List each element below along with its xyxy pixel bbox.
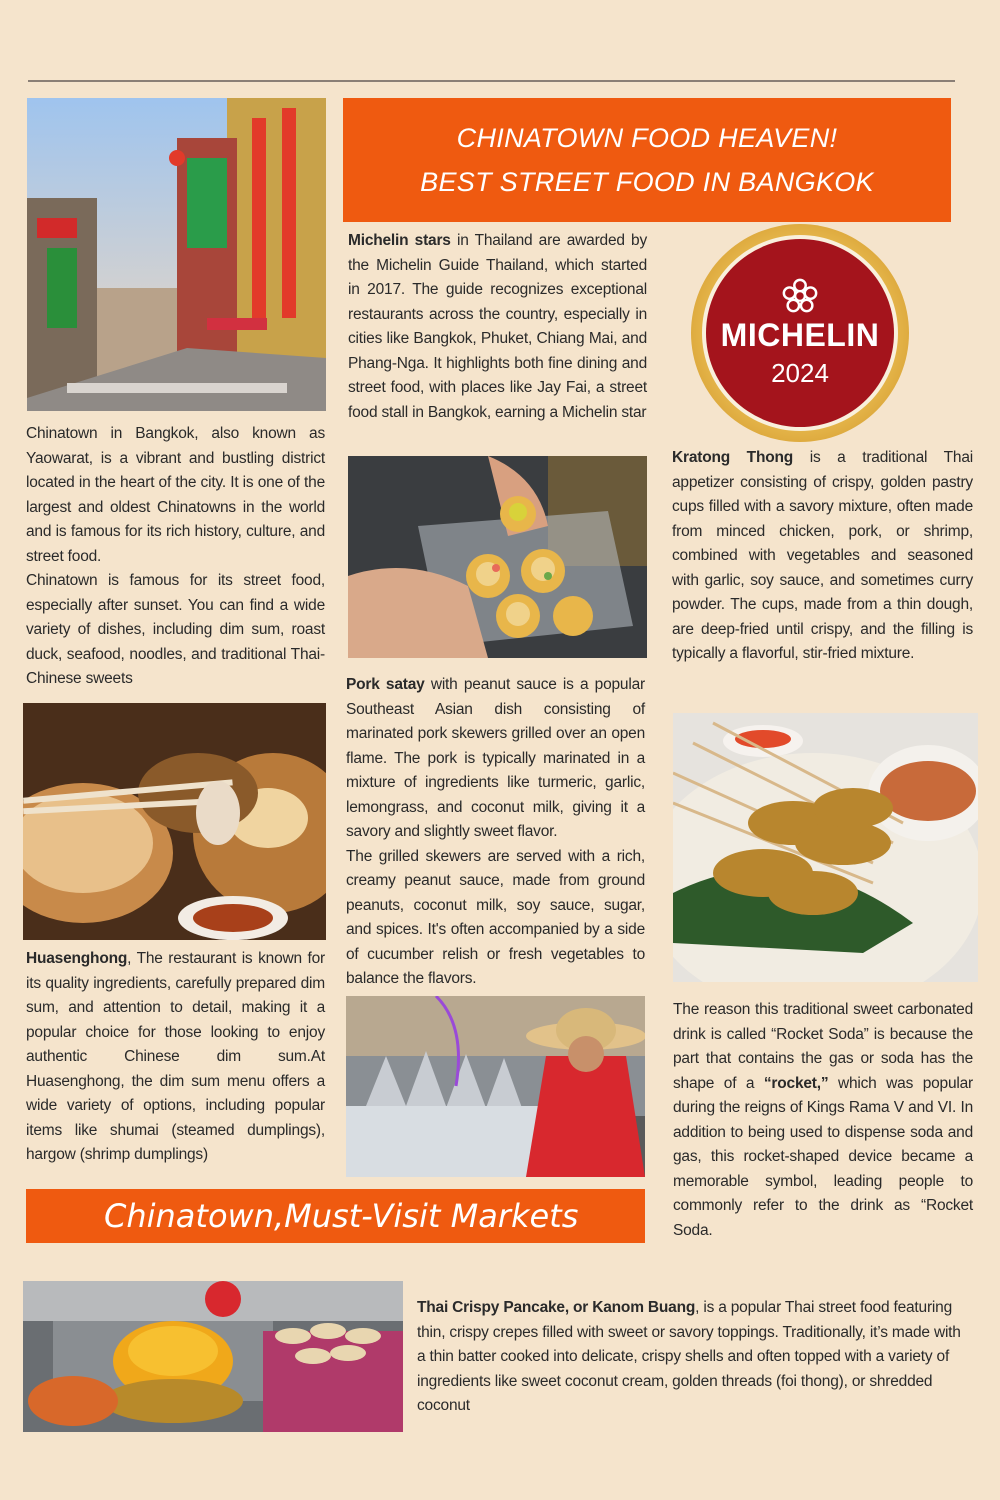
huasenghong-bold: Huasenghong — [26, 950, 128, 967]
huasenghong-text: , The restaurant is known for its quality ingredients, carefully prepared dim sum, and attention to detail, making it a popular choice for those looking to enjoy authentic Chinese dim sum.At Huasenghong, the dim sum menu offers a wide variety of options, including popular items like shumai (steamed dumplings), hargow (shrimp dumplings) — [26, 950, 325, 1163]
chinatown-para-1: Chinatown in Bangkok, also known as Yaowarat, is a vibrant and bustling district located in the heart of the city. It is one of the largest and oldest Chinatowns in the world and is famous for its rich history, culture, and street food. — [26, 425, 325, 565]
kanom-buang-paragraph — [417, 1296, 967, 1419]
satay-para-2: The grilled skewers are served with a rich, creamy peanut sauce, made from ground peanuts, coconut milk, soy sauce, sugar, and spices. It's often accompanied by a side of cucumber relish or fresh vegetables to balance the flavors. — [346, 847, 645, 987]
rocket-soda-photo — [346, 996, 645, 1177]
satay-paragraphs — [346, 673, 645, 992]
kratong-text: is a traditional Thai appetizer consisting of crispy, golden pastry cups filled with a savory mixture, often made from minced chicken, pork, or shrimp, combined with vegetables and seasoned with garlic, soy sauce, and sometimes curry powder. The cups, made from a thin dough, are deep-fried until crispy, and the filling is typically a flavorful, stir-fried mixture. — [672, 449, 973, 662]
huasenghong-paragraph — [26, 947, 325, 1168]
michelin-badge — [691, 224, 909, 442]
kanom-buang-bold: Thai Crispy Pancake, or Kanom Buang — [417, 1299, 696, 1316]
kanom-buang-photo — [23, 1281, 403, 1432]
dim-sum-photo — [23, 703, 326, 940]
rocket-bold: “rocket,” — [763, 1074, 829, 1092]
title-line-2: BEST STREET FOOD IN BANGKOK — [420, 167, 874, 197]
rocket-text-1: The reason this traditional sweet carbonated drink is called “Rocket Soda” is because the part that contains the gas or soda has the shape of a — [673, 1001, 973, 1092]
rocket-text-2: which was popular during the reigns of Kings Rama V and VI. In addition to being used to dispense soda and gas, this rocket-shaped device became a memorable symbol, leading people to commonly refer to the drink as “Rocket Soda. — [673, 1074, 973, 1239]
satay-text: with peanut sauce is a popular Southeast Asian dish consisting of marinated pork skewers grilled over an open flame. The pork is typically marinated in a mixture of ingredients like turmeric, garlic, lemongrass, and coconut milk, giving it a savory and slightly sweet flavor. — [346, 676, 645, 840]
michelin-bold: Michelin stars — [348, 232, 451, 249]
chinatown-paragraphs — [26, 422, 325, 692]
kratong-paragraph — [672, 446, 973, 667]
badge-word: MICHELIN — [720, 317, 880, 353]
kratong-thong-photo — [348, 456, 647, 658]
kratong-bold: Kratong Thong — [672, 449, 794, 466]
kanom-buang-text: , is a popular Thai street food featuring thin, crispy crepes filled with sweet or savory toppings. Traditionally, it’s made with a thin batter cooked into delicate, crispy shells and often topped with a variety of ingredients like sweet coconut cream, golden threads (foi thong), or shredded coconut — [417, 1299, 961, 1414]
top-divider — [28, 80, 955, 82]
title-banner — [343, 98, 951, 222]
chinatown-street-photo — [27, 98, 326, 411]
markets-banner — [26, 1189, 645, 1243]
badge-year: 2024 — [771, 358, 829, 388]
satay-bold: Pork satay — [346, 676, 425, 693]
michelin-paragraph — [348, 229, 647, 425]
markets-banner-text: Chinatown,Must-Visit Markets — [104, 1197, 579, 1235]
chinatown-para-2: Chinatown is famous for its street food, especially after sunset. You can find a wide variety of dishes, including dim sum, roast duck, seafood, noodles, and traditional Thai-Chinese sweets — [26, 572, 325, 687]
michelin-star-icon — [781, 277, 819, 315]
title-line-1: CHINATOWN FOOD HEAVEN! — [456, 123, 838, 153]
rocket-soda-paragraph — [673, 998, 973, 1243]
pork-satay-photo — [673, 713, 978, 982]
michelin-text: in Thailand are awarded by the Michelin Guide Thailand, which started in 2017. The guide recognizes exceptional restaurants across the country, especially in cities like Bangkok, Phuket, Chiang Mai, and Phang-Nga. It highlights both fine dining and street food, with places like Jay Fai, a street food stall in Bangkok, earning a Michelin star — [348, 232, 647, 421]
